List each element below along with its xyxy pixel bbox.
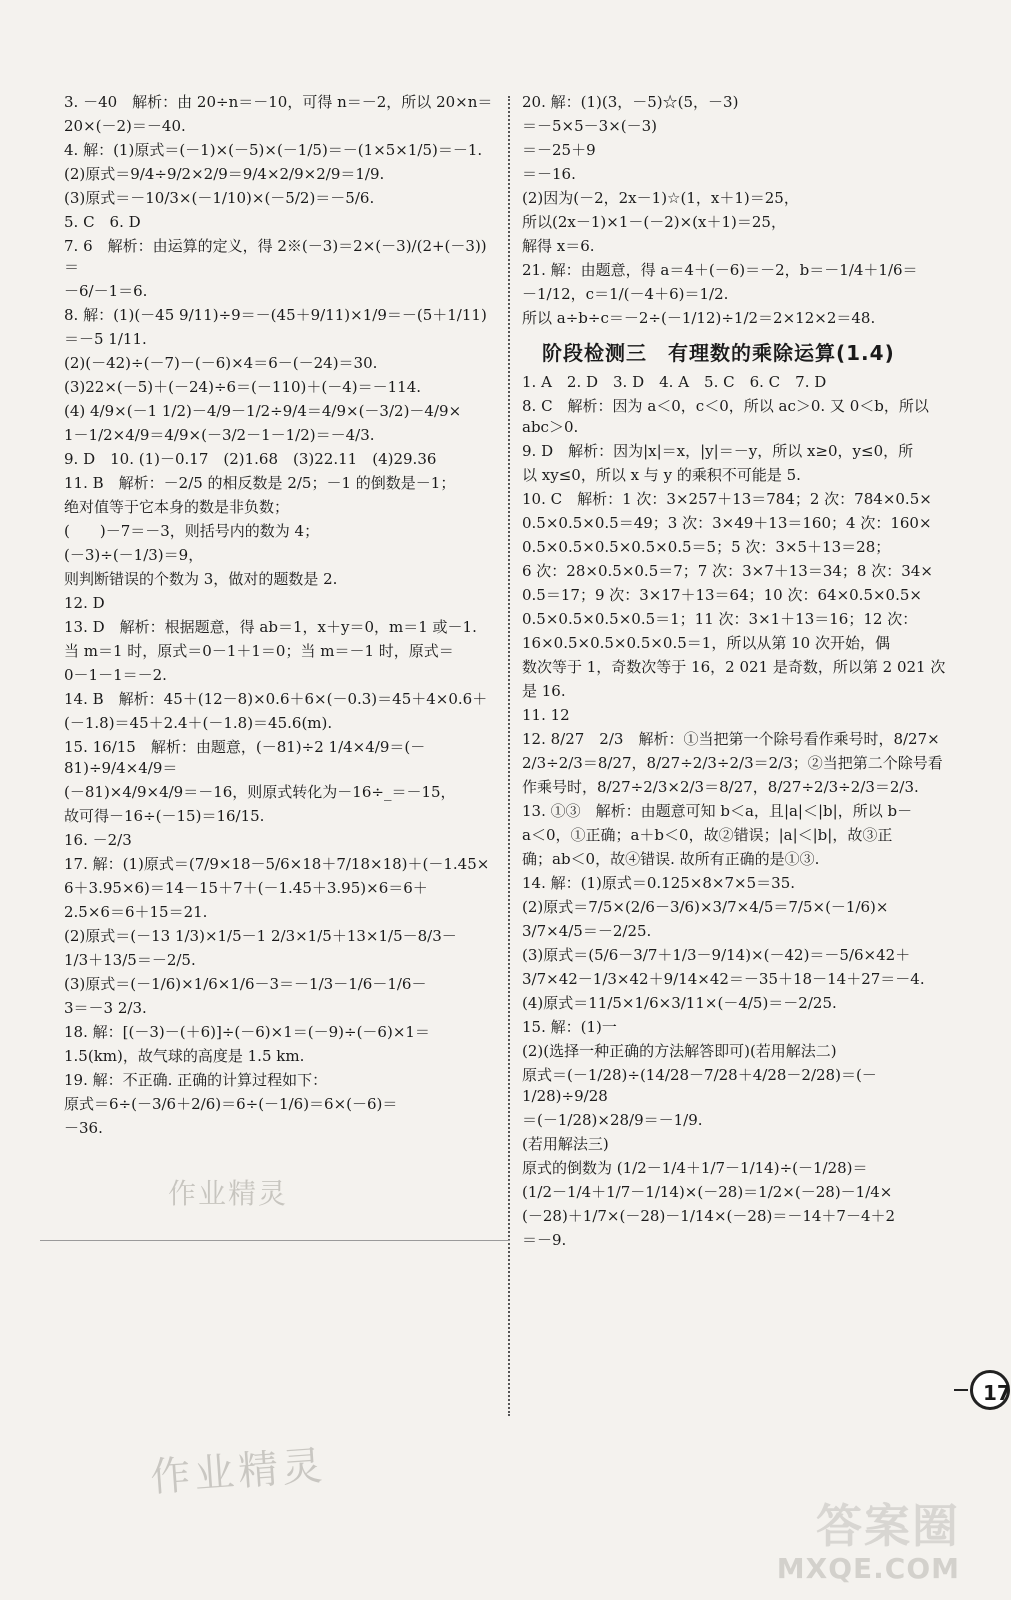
answer-line: 16×0.5×0.5×0.5×0.5＝1，所以从第 10 次开始，偶 — [522, 634, 890, 652]
answer-line: (3)原式＝(5/6－3/7＋1/3－9/14)×(－42)＝－5/6×42＋ — [522, 946, 911, 964]
answer-line: 作乘号时，8/27÷2/3×2/3＝8/27，8/27÷2/3÷2/3＝2/3. — [522, 778, 919, 796]
answer-line: 14. B 解析：45＋(12－8)×0.6＋6×(－0.3)＝45＋4×0.6＋ — [64, 690, 488, 708]
answer-line: 原式的倒数为 (1/2－1/4＋1/7－1/14)÷(－1/28)＝ — [522, 1159, 868, 1177]
answer-line: (2)(－42)÷(－7)－(－6)×4＝6－(－24)＝30. — [64, 354, 378, 372]
answer-line: 确；ab＜0，故④错误. 故所有正确的是①③. — [522, 850, 820, 868]
page-number-dash — [954, 1389, 968, 1391]
answer-line: (3)原式＝－10/3×(－1/10)×(－5/2)＝－5/6. — [64, 189, 375, 207]
answer-line: 数次等于 1，奇数次等于 16，2 021 是奇数，所以第 2 021 次 — [522, 658, 946, 676]
watermark-bottom-left: 作业精灵 — [148, 1442, 328, 1502]
answer-line: 3/7×42－1/3×42＋9/14×42＝－35＋18－14＋27＝－4. — [522, 970, 925, 988]
answer-line: ＝－9. — [522, 1231, 567, 1249]
answer-line: 8. 解：(1)(－45 9/11)÷9＝－(45＋9/11)×1/9＝－(5＋1/11) — [64, 306, 487, 324]
answer-line: ＝－16. — [522, 165, 576, 183]
answer-line: －1/12，c＝1/(－4＋6)＝1/2. — [522, 285, 729, 303]
answer-line: 解得 x＝6. — [522, 237, 595, 255]
answer-line: 18. 解：[(－3)－(＋6)]÷(－6)×1＝(－9)÷(－6)×1＝ — [64, 1023, 430, 1041]
answer-line: 6 次：28×0.5×0.5＝7；7 次：3×7＋13＝34；8 次：34× — [522, 562, 933, 580]
answer-line: (2)原式＝7/5×(2/6－3/6)×3/7×4/5＝7/5×(－1/6)× — [522, 898, 889, 916]
right-column-top — [522, 92, 954, 329]
answer-line: (3)22×(－5)＋(－24)÷6＝(－110)＋(－4)＝－114. — [64, 378, 422, 396]
answer-line: 1. A 2. D 3. D 4. A 5. C 6. C 7. D — [522, 373, 827, 391]
answer-line: 绝对值等于它本身的数是非负数； — [64, 498, 290, 516]
answer-line: 13. D 解析：根据题意，得 ab＝1，x＋y＝0，m＝1 或－1. — [64, 618, 477, 636]
watermark-middle: 作业精灵 — [168, 1177, 289, 1210]
answer-line: ( )－7＝－3，则括号内的数为 4； — [64, 522, 320, 540]
answer-line: (－28)＋1/7×(－28)－1/14×(－28)＝－14＋7－4＋2 — [522, 1207, 896, 1225]
answer-line: ＝(－1/28)×28/9＝－1/9. — [522, 1111, 703, 1129]
answer-line: 0.5×0.5×0.5×0.5×0.5＝5；5 次：3×5＋13＝28； — [522, 538, 891, 556]
answer-line: 4. 解：(1)原式＝(－1)×(－5)×(－1/5)＝－(1×5×1/5)＝－1. — [64, 141, 483, 159]
answer-line: (2)原式＝(－13 1/3)×1/5－1 2/3×1/5＋13×1/5－8/3－ — [64, 927, 457, 945]
answer-line: ＝－25＋9 — [522, 141, 596, 159]
answer-line: (2)原式＝9/4÷9/2×2/9＝9/4×2/9×2/9＝1/9. — [64, 165, 385, 183]
answer-line: 12. 8/27 2/3 解析：①当把第一个除号看作乘号时，8/27× — [522, 730, 940, 748]
answer-line: 0.5＝17；9 次：3×17＋13＝64；10 次：64×0.5×0.5× — [522, 586, 922, 604]
answer-line: 3/7×4/5＝－2/25. — [522, 922, 652, 940]
answer-line: 10. C 解析：1 次：3×257＋13＝784；2 次：784×0.5× — [522, 490, 932, 508]
answer-line: 9. D 解析：因为|x|＝x，|y|＝－y，所以 x≥0，y≤0，所 — [522, 442, 914, 460]
section-heading: 阶段检测三 有理数的乘除运算(1.4) — [542, 341, 895, 365]
answer-line: 原式＝6÷(－3/6＋2/6)＝6÷(－1/6)＝6×(－6)＝ — [64, 1095, 398, 1113]
answer-line: 故可得－16÷(－15)＝16/15. — [64, 807, 265, 825]
column-divider — [508, 96, 510, 1416]
answer-line: a＜0，①正确；a＋b＜0，故②错误；|a|＜|b|，故③正 — [522, 826, 893, 844]
answer-line: 8. C 解析：因为 a＜0，c＜0，所以 ac＞0. 又 0＜b，所以 abc＞0. — [522, 397, 934, 436]
answer-line: 15. 16/15 解析：由题意，(－81)÷2 1/4×4/9＝(－81)÷9/4×4/9＝ — [64, 738, 426, 777]
answer-line: －36. — [64, 1119, 103, 1137]
answer-line: (4) 4/9×(－1 1/2)－4/9－1/2÷9/4＝4/9×(－3/2)－4/9× — [64, 402, 462, 420]
answer-line: 所以(2x－1)×1－(－2)×(x＋1)＝25， — [522, 213, 786, 231]
horizontal-rule — [40, 1240, 510, 1241]
answer-line: 20. 解：(1)(3，－5)☆(5，－3) — [522, 93, 739, 111]
answer-line: (4)原式＝11/5×1/6×3/11×(－4/5)＝－2/25. — [522, 994, 837, 1012]
answer-line: 当 m＝1 时，原式＝0－1＋1＝0；当 m＝－1 时，原式＝ — [64, 642, 454, 660]
answer-line: 13. ①③ 解析：由题意可知 b＜a，且|a|＜|b|，所以 b－ — [522, 802, 913, 820]
answer-line: 3＝－3 2/3. — [64, 999, 147, 1017]
answer-line: (1/2－1/4＋1/7－1/14)×(－28)＝1/2×(－28)－1/4× — [522, 1183, 893, 1201]
answer-line: －6/－1＝6. — [64, 282, 148, 300]
answer-line: 所以 a÷b÷c＝－2÷(－1/12)÷1/2＝2×12×2＝48. — [522, 309, 876, 327]
left-column — [64, 92, 496, 1142]
answer-line: 1.5(km)，故气球的高度是 1.5 km. — [64, 1047, 305, 1065]
answer-line: 1－1/2×4/9＝4/9×(－3/2－1－1/2)＝－4/3. — [64, 426, 375, 444]
right-column-bottom — [522, 372, 954, 1251]
answer-line: 2/3÷2/3＝8/27，8/27÷2/3÷2/3＝2/3；②当把第二个除号看 — [522, 754, 943, 772]
answer-line: 是 16. — [522, 682, 566, 700]
answer-line: 9. D 10. (1)－0.17 (2)1.68 (3)22.11 (4)29.36 — [64, 450, 437, 468]
answer-line: 21. 解：由题意，得 a＝4＋(－6)＝－2，b＝－1/4＋1/6＝ — [522, 261, 918, 279]
page-number: 17 — [970, 1370, 1010, 1410]
watermark-logo: 答案圈 — [816, 1499, 960, 1553]
watermark-url: MXQE.COM — [776, 1552, 960, 1585]
answer-line: (－81)×4/9×4/9＝－16，则原式转化为－16÷_＝－15， — [64, 783, 456, 801]
answer-line: 16. －2/3 — [64, 831, 132, 849]
answer-line: 17. 解：(1)原式＝(7/9×18－5/6×18＋7/18×18)＋(－1.45× — [64, 855, 490, 873]
answer-line: 5. C 6. D — [64, 213, 141, 231]
answer-line: (－1.8)＝45＋2.4＋(－1.8)＝45.6(m). — [64, 714, 333, 732]
answer-line: 原式＝(－1/28)÷(14/28－7/28＋4/28－2/28)＝(－1/28)÷9/28 — [522, 1066, 877, 1105]
answer-line: (2)(选择一种正确的方法解答即可)(若用解法二) — [522, 1042, 837, 1060]
answer-line: 12. D — [64, 594, 105, 612]
answer-line: 11. 12 — [522, 706, 570, 724]
right-column — [522, 92, 954, 1254]
answer-line: 11. B 解析：－2/5 的相反数是 2/5；－1 的倒数是－1； — [64, 474, 456, 492]
answer-line: (3)原式＝(－1/6)×1/6×1/6－3＝－1/3－1/6－1/6－ — [64, 975, 427, 993]
answer-line: 3. －40 解析：由 20÷n＝－10，可得 n＝－2，所以 20×n＝ — [64, 93, 493, 111]
answer-line: 14. 解：(1)原式＝0.125×8×7×5＝35. — [522, 874, 796, 892]
answer-line: 以 xy≤0，所以 x 与 y 的乘积不可能是 5. — [522, 466, 801, 484]
answer-line: (若用解法三) — [522, 1135, 609, 1153]
answer-line: 0－1－1＝－2. — [64, 666, 167, 684]
answer-line: ＝－5 1/11. — [64, 330, 147, 348]
answer-line: 0.5×0.5×0.5＝49；3 次：3×49＋13＝160；4 次：160× — [522, 514, 932, 532]
answer-line: 6＋3.95×6)＝14－15＋7＋(－1.45＋3.95)×6＝6＋ — [64, 879, 428, 897]
answer-line: 2.5×6＝6＋15＝21. — [64, 903, 208, 921]
answer-line: 1/3＋13/5＝－2/5. — [64, 951, 196, 969]
answer-line: 则判断错误的个数为 3，做对的题数是 2. — [64, 570, 338, 588]
answer-line: 0.5×0.5×0.5×0.5＝1；11 次：3×1＋13＝16；12 次： — [522, 610, 918, 628]
answer-line: 19. 解：不正确. 正确的计算过程如下： — [64, 1071, 328, 1089]
answer-line: 7. 6 解析：由运算的定义，得 2※(－3)＝2×(－3)/(2+(－3))＝ — [64, 237, 487, 276]
answer-line: 20×(－2)＝－40. — [64, 117, 186, 135]
answer-line: 15. 解：(1)一 — [522, 1018, 617, 1036]
answer-line: (－3)÷(－1/3)＝9， — [64, 546, 204, 564]
answer-line: (2)因为(－2，2x－1)☆(1，x＋1)＝25， — [522, 189, 799, 207]
answer-line: ＝－5×5－3×(－3) — [522, 117, 658, 135]
